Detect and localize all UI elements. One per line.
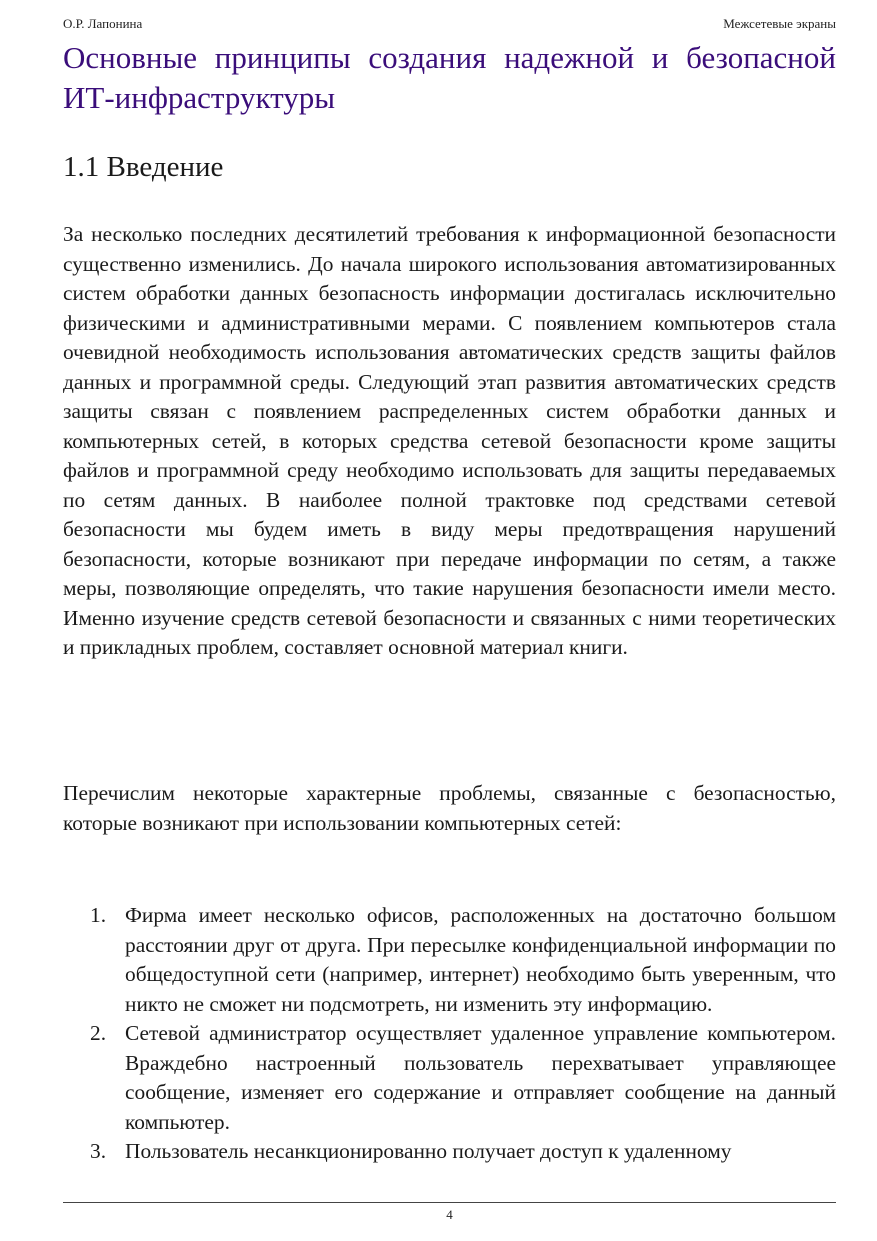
page-footer-area (63, 0, 836, 1241)
list-item-number: 2. (90, 1021, 107, 1045)
list-item-text: Сетевой администратор осуществляет удаленное управление компьютером. Враждебно настроенный пользователь перехватывает управляющее сообщение, изменяет его содержание и отправляет сообщение на данный компьютер. (125, 1021, 836, 1134)
chapter-title: Основные принципы создания надежной и безопасной ИТ-инфраструктуры (63, 40, 836, 115)
footer-divider (63, 1202, 836, 1203)
list-item-text: Пользователь несанкционированно получает доступ к удаленному (125, 1139, 732, 1163)
list-item-number: 3. (90, 1139, 107, 1163)
section-heading: 1.1 Введение (63, 151, 224, 183)
problems-lead-paragraph: Перечислим некоторые характерные проблемы, связанные с безопасностью, которые возникают при использовании компьютерных сетей: (63, 781, 836, 835)
list-item-text: Фирма имеет несколько офисов, расположенных на достаточно большом расстоянии друг от друга. При пересылке конфиденциальной информации по общедоступной сети (например, интернет) необходимо быть уверенным, что никто не сможет ни подсмотреть, ни изменить эту информацию. (125, 903, 836, 1016)
intro-paragraph: За несколько последних десятилетий требования к информационной безопасности существенно изменились. До начала широкого использования автоматизированных систем обработки данных безопасность информации достигалась исключительно физическими и административными мерами. С появлением компьютеров стала очевидной необходимость использования автоматических средств защиты файлов данных и программной среды. Следующий этап развития автоматических средств защиты связан с появлением распределенных систем обработки данных и компьютерных сетей, в которых средства сетевой безопасности кроме защиты файлов и программной среду необходимо использовать для защиты передаваемых по сетям данных. В наиболее полной трактовке под средствами сетевой безопасности мы будем иметь в виду меры предотвращения нарушений безопасности, которые возникают при передаче информации по сетям, а также меры, позволяющие определять, что такие нарушения безопасности имели место. Именно изучение средств сетевой безопасности и связанных с ними теоретических и прикладных проблем, составляет основной материал книги. (63, 222, 836, 659)
header-author: О.Р. Лапонина (63, 16, 143, 31)
list-item-number: 1. (90, 903, 107, 927)
header-book-title: Межсетевые экраны (723, 16, 836, 31)
page-number: 4 (446, 1207, 453, 1222)
